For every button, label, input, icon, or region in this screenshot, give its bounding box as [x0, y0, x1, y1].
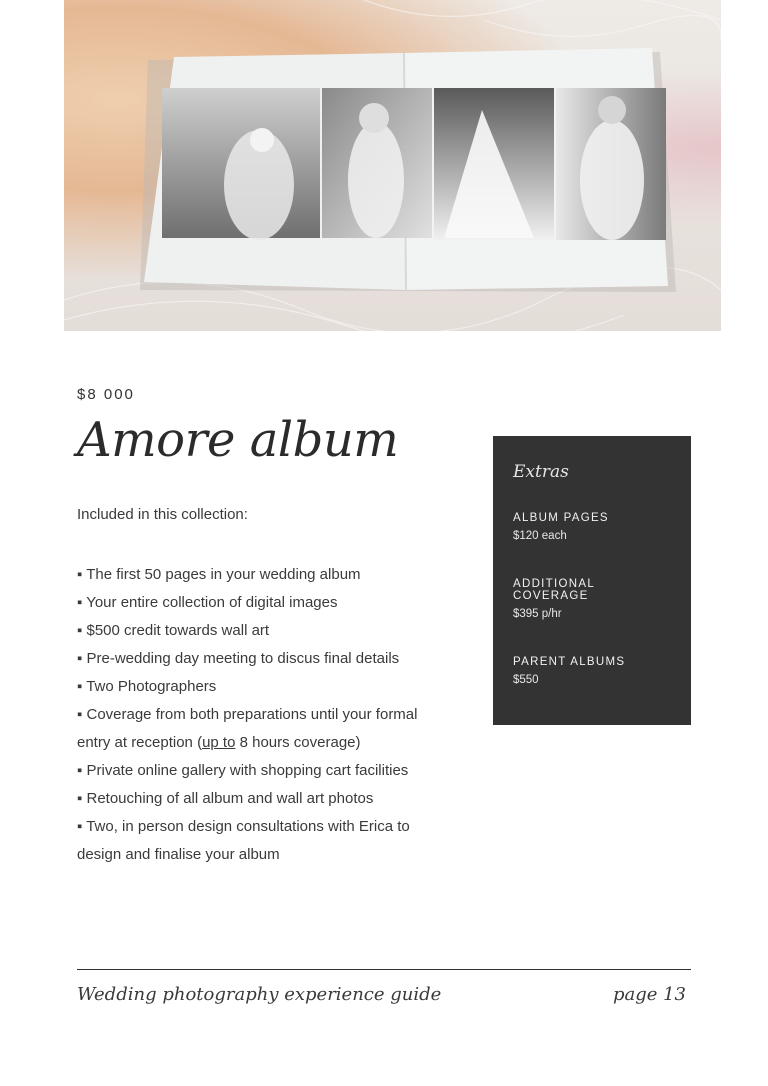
extra-album-pages: [513, 512, 671, 542]
collection-intro: Included in this collection:: [77, 506, 248, 523]
hero-photo: [64, 0, 721, 331]
list-item: ▪ Two Photographers: [77, 678, 217, 695]
list-item: ▪ Pre-wedding day meeting to discus final details: [77, 650, 400, 667]
extra-parent-albums: [513, 656, 671, 686]
page-title: Amore album: [77, 412, 399, 468]
extra-price: $120 each: [513, 530, 567, 542]
extra-price: $395 p/hr: [513, 608, 562, 620]
extra-label: ADDITIONAL COVERAGE: [513, 578, 595, 602]
album-illustration: [64, 0, 721, 331]
list-item: ▪ Your entire collection of digital images: [77, 594, 338, 611]
inclusions-list: [77, 561, 449, 869]
list-item: [77, 729, 449, 757]
extra-additional-coverage: [513, 578, 671, 620]
list-item-text: 8 hours coverage): [235, 734, 361, 751]
extras-heading: Extras: [513, 462, 569, 482]
list-item: ▪ Coverage from both preparations until your formal: [77, 706, 418, 723]
list-item-text: entry at reception (: [77, 734, 203, 751]
list-item: ▪ The first 50 pages in your wedding album: [77, 566, 361, 583]
extras-panel: [493, 436, 691, 725]
list-item: ▪ Two, in person design consultations with Erica to: [77, 818, 410, 835]
extra-price: $550: [513, 674, 539, 686]
package-price: $8 000: [77, 386, 135, 403]
list-item: ▪ Retouching of all album and wall art photos: [77, 790, 374, 807]
footer-guide-title: Wedding photography experience guide: [77, 984, 442, 1005]
list-item: ▪ $500 credit towards wall art: [77, 622, 270, 639]
extra-label: PARENT ALBUMS: [513, 656, 626, 668]
extra-label: ALBUM PAGES: [513, 512, 609, 524]
up-to-text: up to: [202, 734, 236, 751]
page-number: page 13: [612, 984, 686, 1005]
list-item: design and finalise your album: [77, 846, 280, 863]
list-item: ▪ Private online gallery with shopping cart facilities: [77, 762, 409, 779]
footer-divider: [77, 969, 691, 970]
